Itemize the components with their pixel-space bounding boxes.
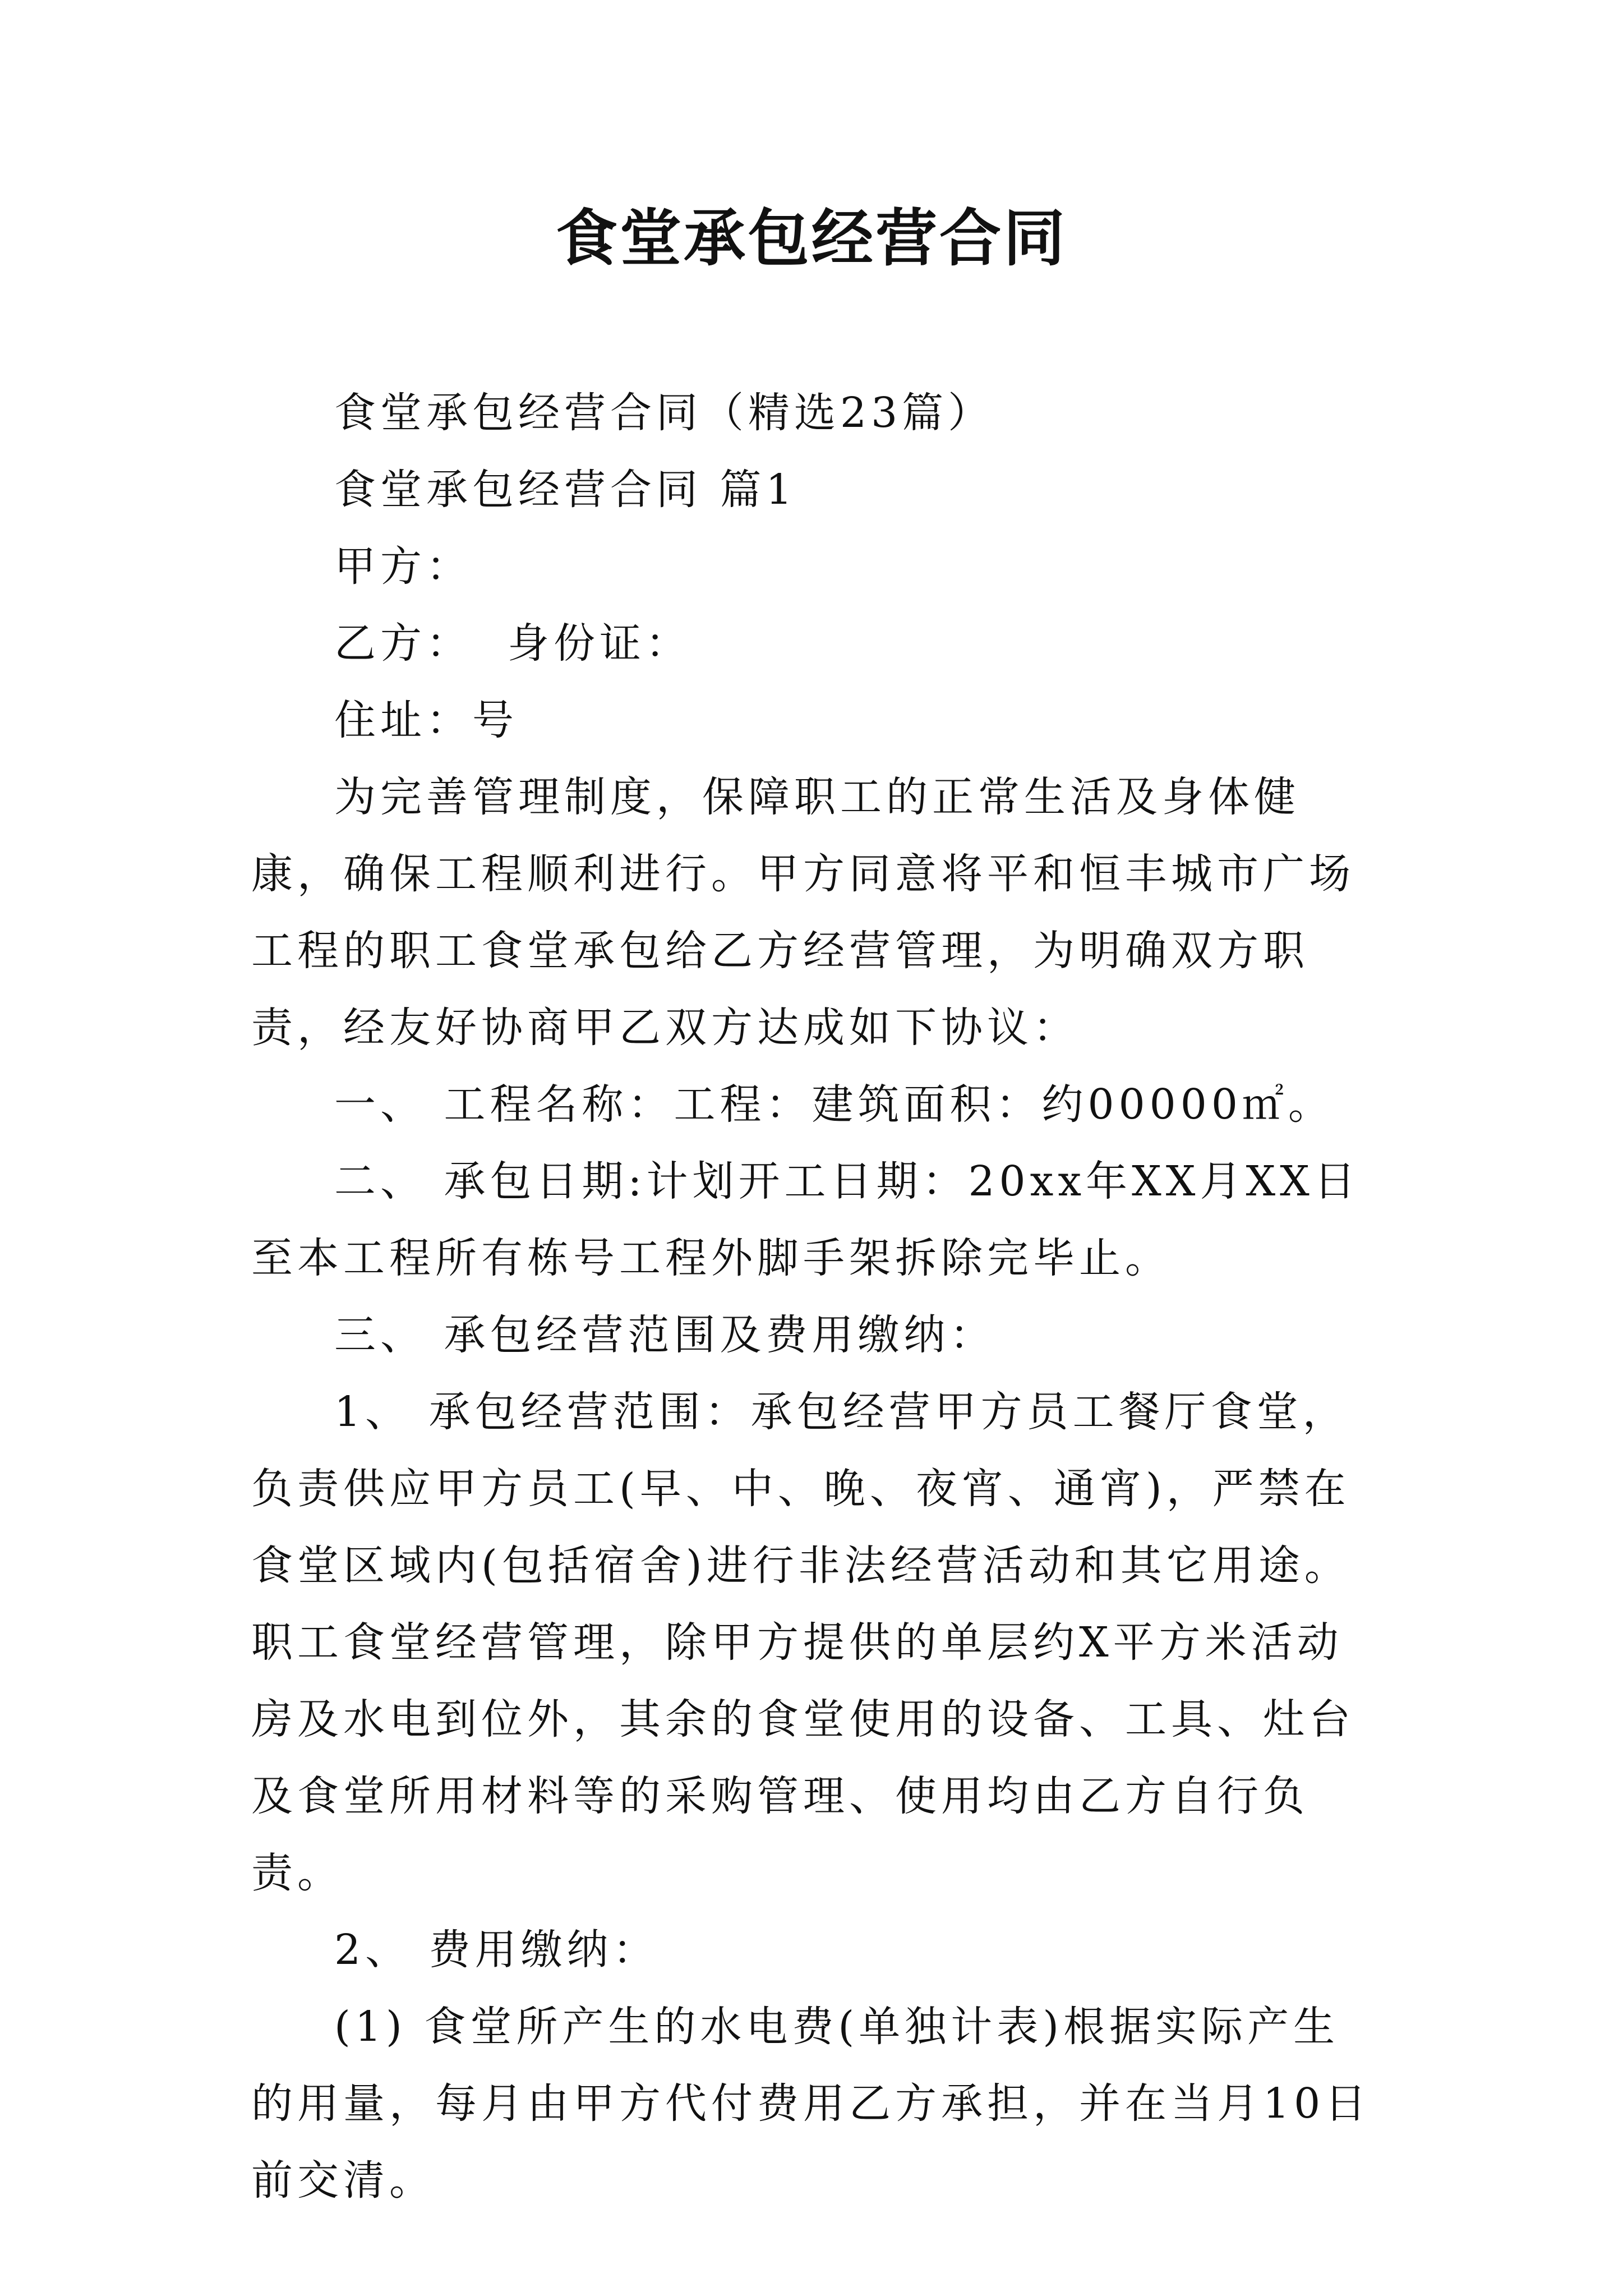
document-title: 食堂承包经营合同: [556, 203, 1067, 274]
clause-project-name: 一、 工程名称：工程：建筑面积：约00000㎡。: [334, 1080, 1334, 1129]
document-body: [251, 375, 1384, 2219]
preamble-paragraph: 为完善管理制度，保障职工的正常生活及身体健康，确保工程顺利进行。甲方同意将平和恒丰城市广场工程的职工食堂承包给乙方经营管理，为明确双方职责，经友好协商甲乙双方达成如下协议：: [251, 773, 1355, 1052]
clause-fees-utilities: (1) 食堂所产生的水电费(单独计表)根据实际产生的用量，每月由甲方代付费用乙方承担，并在当月10日前交清。: [251, 2003, 1371, 2205]
party-a-line: 甲方：: [334, 542, 472, 591]
party-b-line: 乙方： 身份证：: [334, 619, 692, 668]
section-heading: 食堂承包经营合同 篇1: [334, 466, 797, 514]
clause-scope-heading: 三、 承包经营范围及费用缴纳：: [334, 1311, 996, 1359]
clause-fees-heading: 2、 费用缴纳：: [334, 1926, 659, 1974]
clause-contract-period: 二、 承包日期:计划开工日期：20xx年XX月XX日至本工程所有栋号工程外脚手架拆除完毕止。: [251, 1157, 1360, 1282]
address-line: 住址：号: [334, 696, 518, 744]
subtitle-line: 食堂承包经营合同（精选23篇）: [334, 389, 994, 437]
clause-scope-detail: 1、 承包经营范围：承包经营甲方员工餐厅食堂，负责供应甲方员工(早、中、晚、夜宵、通宵)，严禁在食堂区域内(包括宿舍)进行非法经营活动和其它用途。职工食堂经营管理，除甲方提供的单层约X平方米活动房及水电到位外，其余的食堂使用的设备、工具、灶台及食堂所用材料等的采购管理、使用均由乙方自行负责。: [251, 1388, 1355, 1897]
